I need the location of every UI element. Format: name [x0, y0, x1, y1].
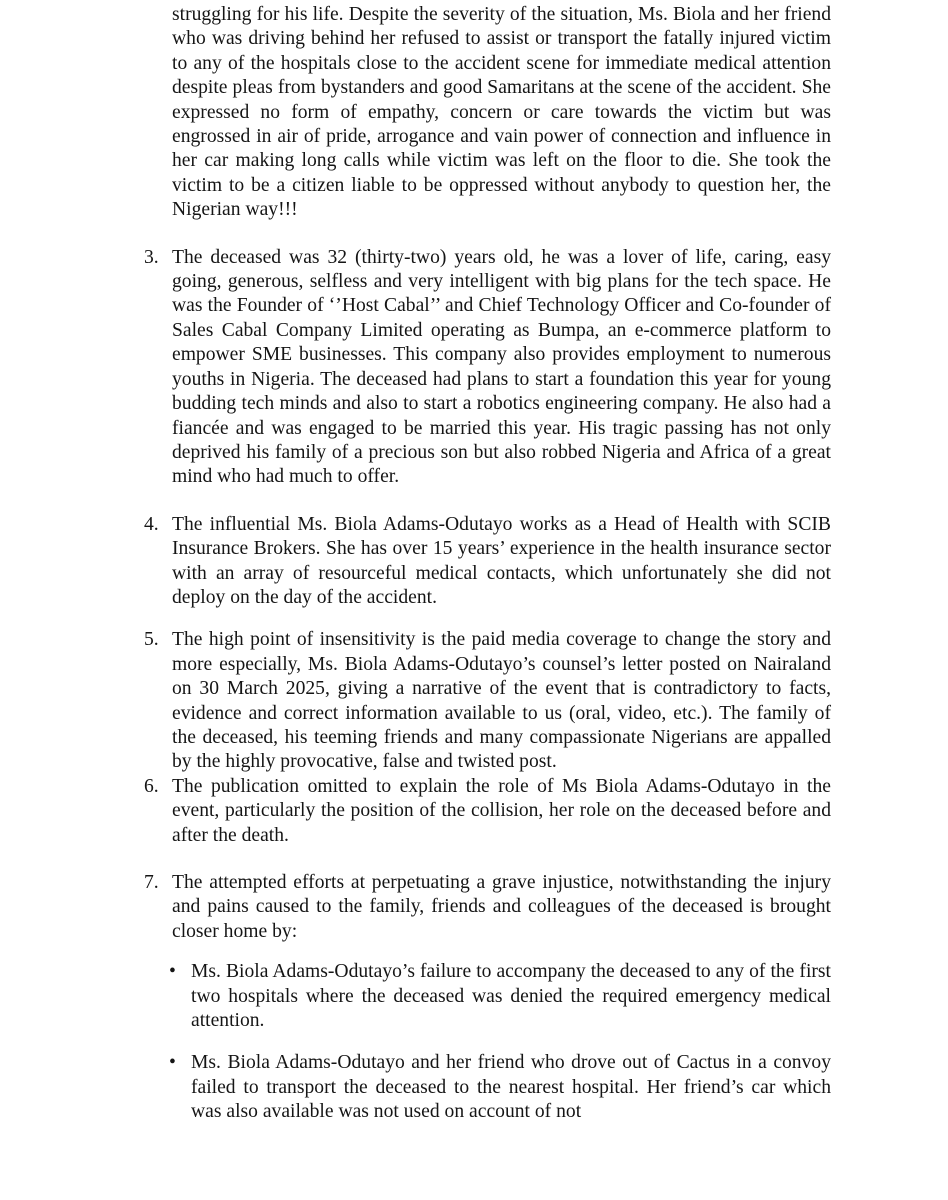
- bullet-item: [169, 1051, 831, 1124]
- list-item-3: [144, 246, 831, 490]
- list-item-7: [144, 871, 831, 944]
- item-number: 5.: [144, 629, 159, 651]
- item-number: 7.: [144, 872, 159, 893]
- bullet-icon: •: [169, 961, 176, 983]
- item-number: 3.: [144, 246, 159, 268]
- item-number: 4.: [144, 513, 159, 535]
- item-text: The influential Ms. Biola Adams-Odutayo works as a Head of Health with SCIB Insurance Brokers. She has over 15 years’ experience in the health insurance sector with an array of resourceful medical contacts, which unfortunately she did not deploy on the day of the accident.: [172, 513, 831, 608]
- list-item-4: [144, 513, 831, 611]
- item-text: The publication omitted to explain the role of Ms Biola Adams-Odutayo in the event, particularly the position of the collision, her role on the deceased before and after the death.: [172, 775, 831, 846]
- continuation-paragraph: [172, 3, 831, 223]
- bullet-text: Ms. Biola Adams-Odutayo’s failure to accompany the deceased to any of the first two hospitals where the deceased was denied the required emergency medical attention.: [191, 961, 831, 1032]
- paragraph-text: struggling for his life. Despite the severity of the situation, Ms. Biola and her friend who was driving behind her refused to assist or transport the fatally injured victim to any of the hospitals close to the accident scene for immediate medical attention despite pleas from bystanders and good Samaritans at the scene of the accident. She expressed no form of empathy, concern or care towards the victim but was engrossed in air of pride, arrogance and vain power of connection and influence in her car making long calls while victim was left on the floor to die. She took the victim to be a citizen liable to be oppressed without anybody to question her, the Nigerian way!!!: [172, 4, 831, 221]
- bullet-item: [169, 960, 831, 1033]
- item-text: The deceased was 32 (thirty-two) years old, he was a lover of life, caring, easy going, generous, selfless and very intelligent with big plans for the tech space. He was the Founder of ‘’Host Cabal’’ and Chief Technology Officer and Co-founder of Sales Cabal Company Limited operating as Bumpa, an e-commerce platform to empower SME businesses. This company also provides employment to numerous youths in Nigeria. The deceased had plans to start a foundation this year for young budding tech minds and also to start a robotics engineering company. He also had a fiancée and was engaged to be married this year. His tragic passing has not only deprived his family of a precious son but also robbed Nigeria and Africa of a great mind who had much to offer.: [172, 246, 831, 488]
- item-text: The attempted efforts at perpetuating a grave injustice, notwithstanding the injury and pains caused to the family, friends and colleagues of the deceased is brought closer home by:: [172, 872, 831, 942]
- bullet-icon: •: [169, 1052, 176, 1074]
- item-text: The high point of insensitivity is the paid media coverage to change the story and more especially, Ms. Biola Adams-Odutayo’s counsel’s letter posted on Nairaland on 30 March 2025, giving a narrative of the event that is contradictory to facts, evidence and correct information available to us (oral, video, etc.). The family of the deceased, his teeming friends and many compassionate Nigerians are appalled by the highly provocative, false and twisted post.: [172, 629, 831, 773]
- list-item-6: [144, 775, 831, 848]
- list-item-5: [144, 628, 831, 774]
- item-number: 6.: [144, 775, 159, 797]
- bullet-text: Ms. Biola Adams-Odutayo and her friend who drove out of Cactus in a convoy failed to transport the deceased to the nearest hospital. Her friend’s car which was also available was not used on account of not: [191, 1052, 831, 1123]
